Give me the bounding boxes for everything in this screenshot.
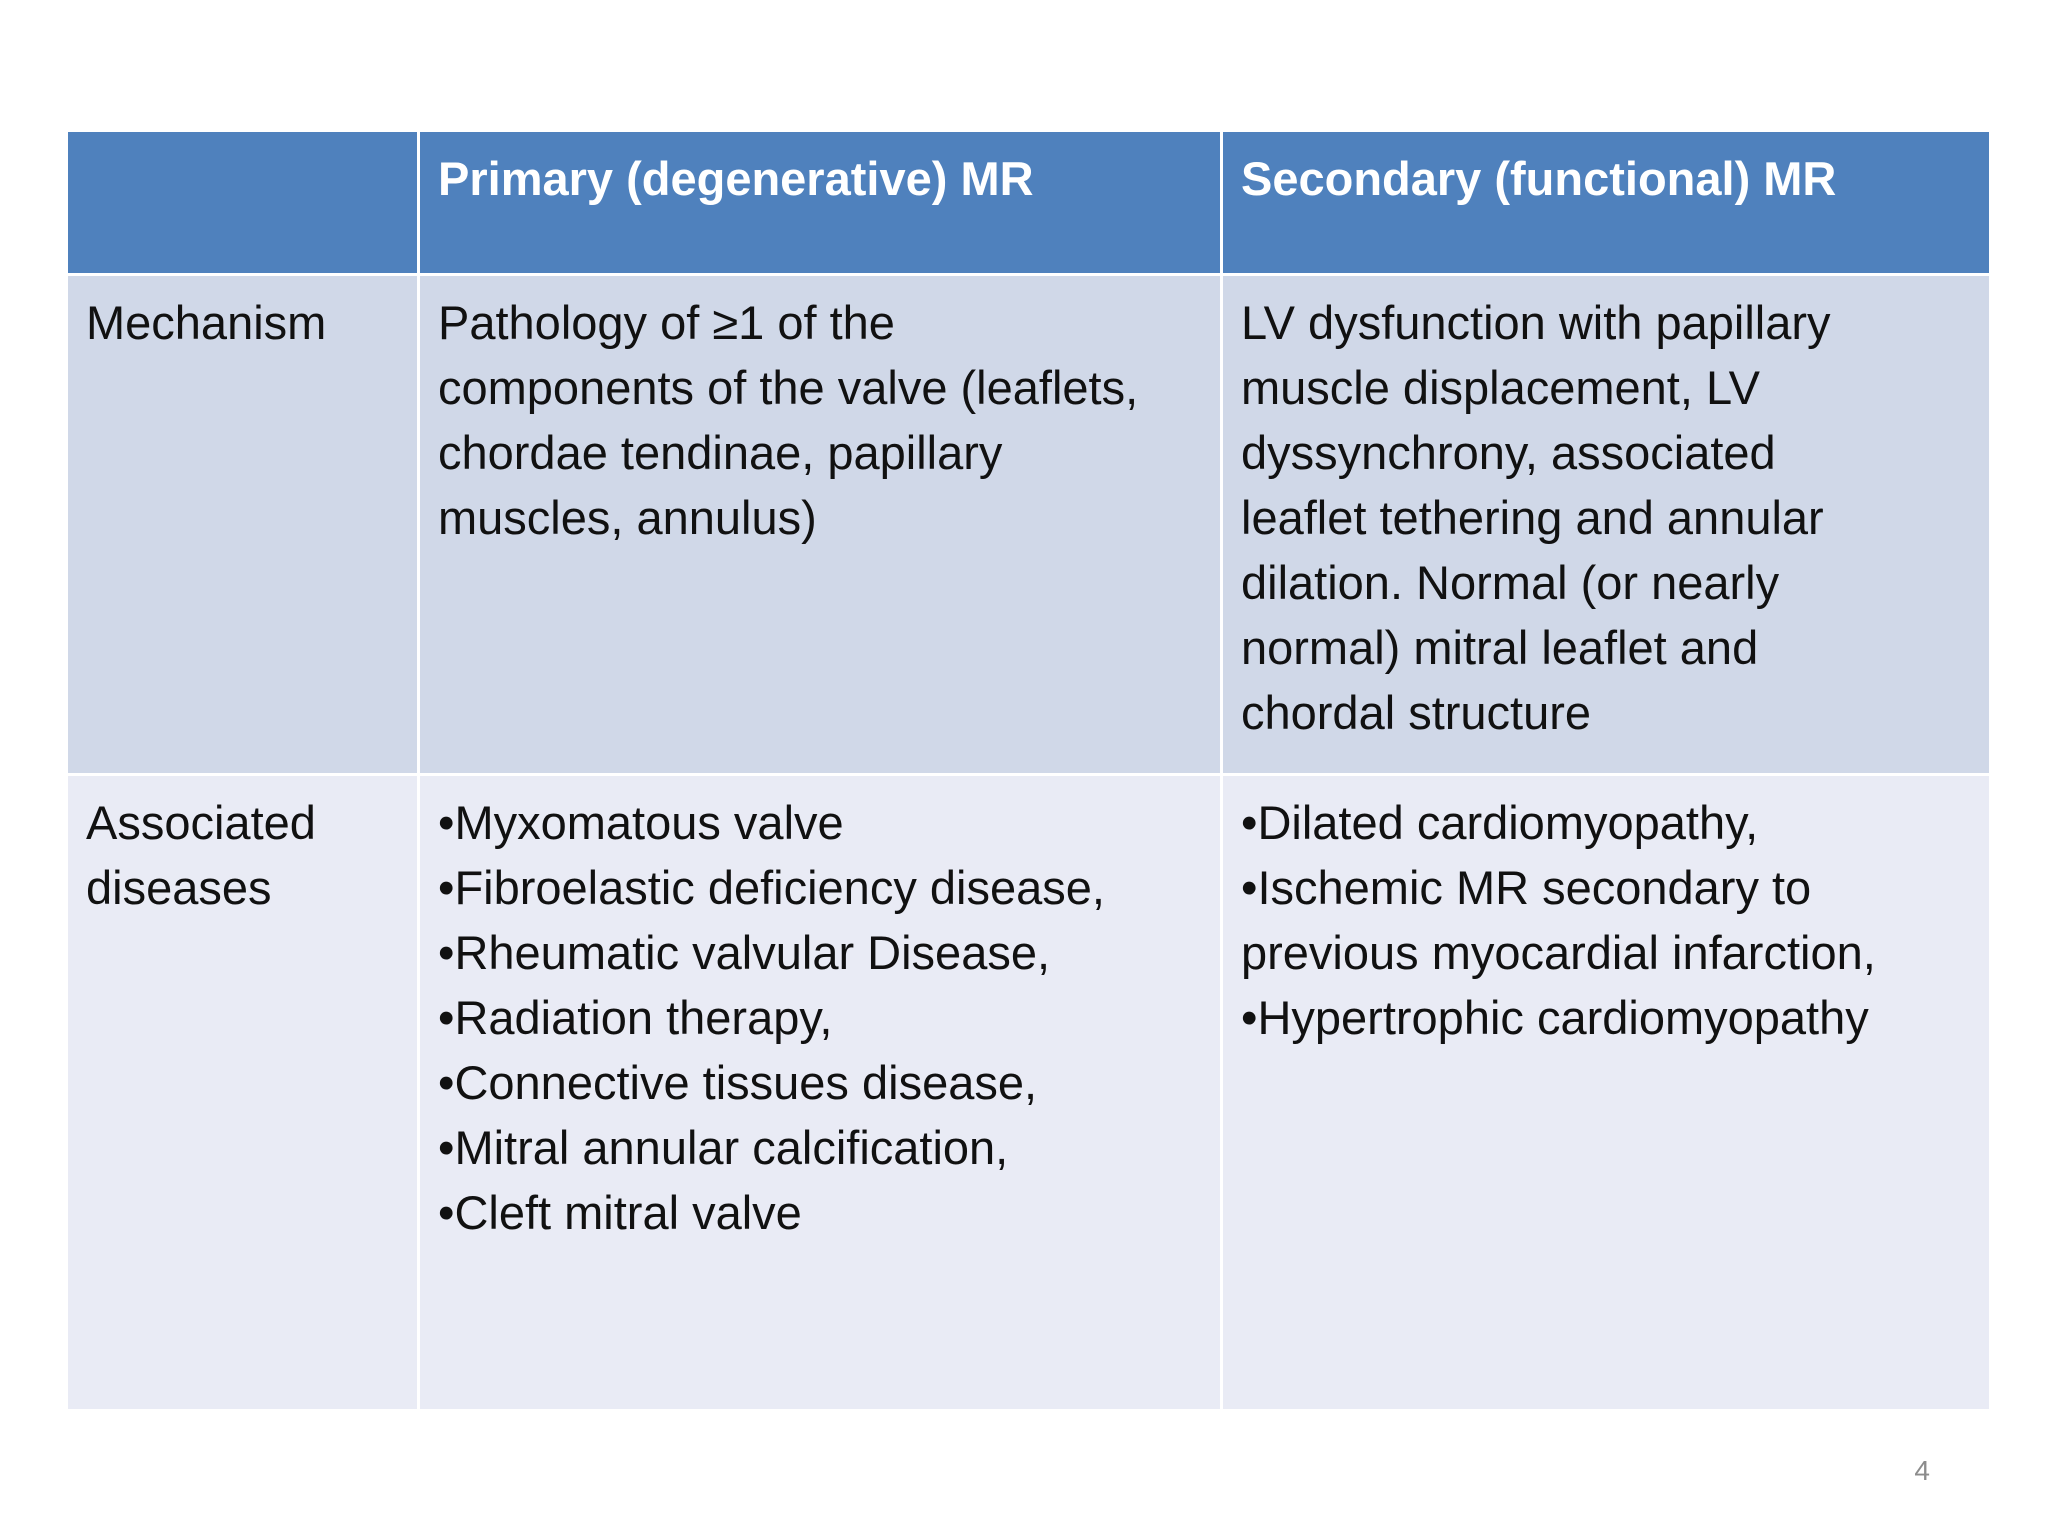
table-row-associated-diseases xyxy=(67,775,1991,1411)
list-item: •Dilated cardiomyopathy, xyxy=(1241,796,1759,849)
table-header-row xyxy=(67,131,1991,275)
cell-line: normal) mitral leaflet and xyxy=(1241,621,1759,674)
list-item: •Myxomatous valve xyxy=(438,796,844,849)
mechanism-primary-cell xyxy=(419,275,1222,775)
row-label-associated-diseases xyxy=(67,775,419,1411)
cell-line: dilation. Normal (or nearly xyxy=(1241,556,1780,609)
list-item: •Rheumatic valvular Disease, xyxy=(438,926,1051,979)
cell-line: dyssynchrony, associated xyxy=(1241,426,1776,479)
list-item: •Hypertrophic cardiomyopathy xyxy=(1241,991,1869,1044)
associated-secondary-cell xyxy=(1222,775,1991,1411)
list-item: •Ischemic MR secondary to xyxy=(1241,861,1812,914)
header-primary-mr: Primary (degenerative) MR xyxy=(419,131,1222,275)
row-label-mechanism xyxy=(67,275,419,775)
associated-primary-cell xyxy=(419,775,1222,1411)
list-item: •Cleft mitral valve xyxy=(438,1186,802,1239)
list-item: •Connective tissues disease, xyxy=(438,1056,1038,1109)
cell-line: LV dysfunction with papillary xyxy=(1241,296,1831,349)
list-item: •Fibroelastic deficiency disease, xyxy=(438,861,1105,914)
cell-line: muscles, annulus) xyxy=(438,491,817,544)
list-item: previous myocardial infarction, xyxy=(1241,926,1876,979)
cell-line: muscle displacement, LV xyxy=(1241,361,1760,414)
cell-line: chordae tendinae, papillary xyxy=(438,426,1003,479)
page-number: 4 xyxy=(1914,1455,1930,1486)
row-label-text: Mechanism xyxy=(86,296,327,349)
mechanism-secondary-cell xyxy=(1222,275,1991,775)
row-label-text: diseases xyxy=(86,861,272,914)
cell-line: components of the valve (leaflets, xyxy=(438,361,1139,414)
cell-line: Pathology of ≥1 of the xyxy=(438,296,895,349)
cell-line: leaflet tethering and annular xyxy=(1241,491,1824,544)
table-row-mechanism xyxy=(67,275,1991,775)
comparison-table xyxy=(65,129,1992,1412)
list-item: •Radiation therapy, xyxy=(438,991,833,1044)
list-item: •Mitral annular calcification, xyxy=(438,1121,1009,1174)
header-secondary-mr: Secondary (functional) MR xyxy=(1222,131,1991,275)
header-corner-cell xyxy=(67,131,419,275)
row-label-text: Associated xyxy=(86,796,316,849)
cell-line: chordal structure xyxy=(1241,686,1592,739)
